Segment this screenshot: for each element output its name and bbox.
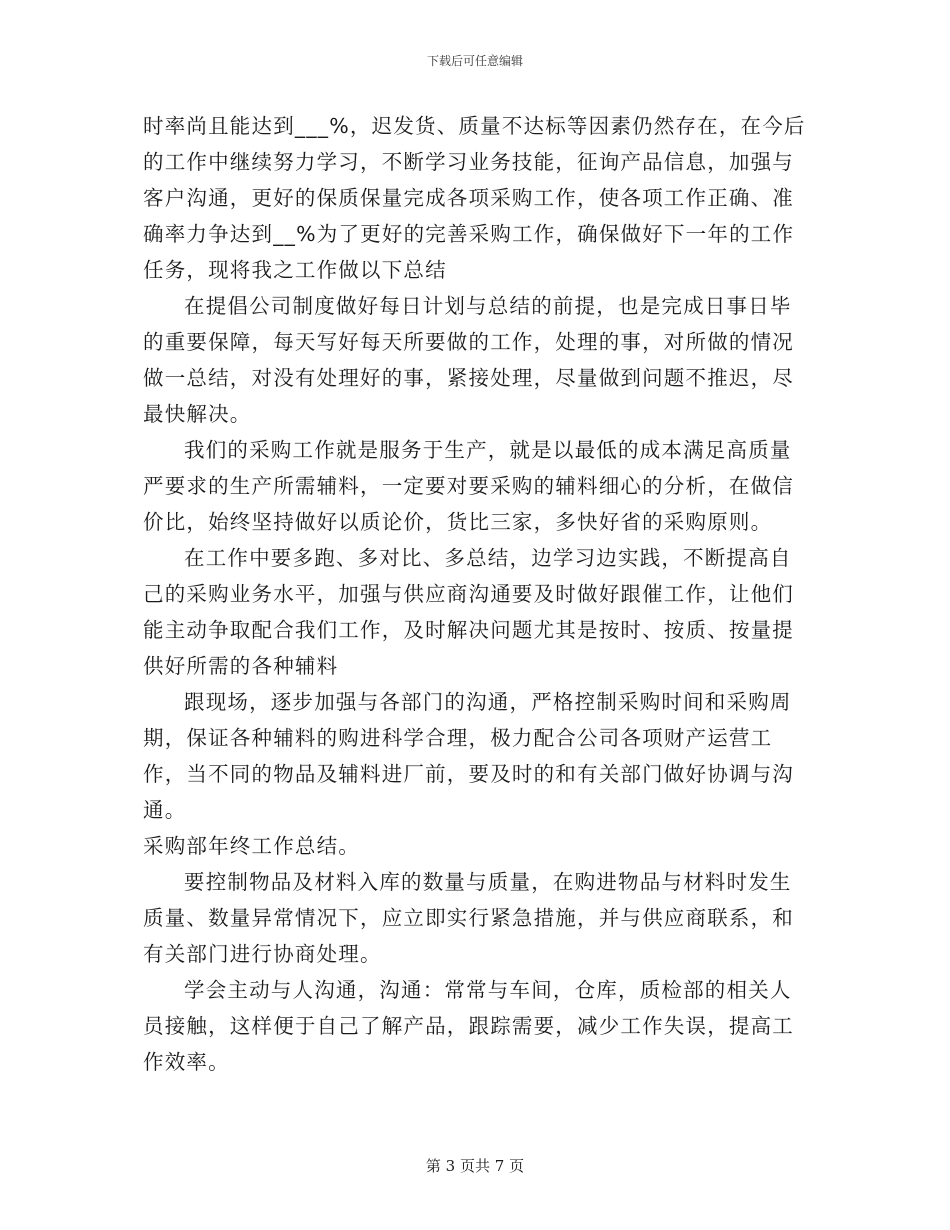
paragraph-title-line: 采购部年终工作总结。 bbox=[143, 834, 360, 858]
paragraph: 学会主动与人沟通，沟通：常常与车间，仓库，质检部的相关人员接触，这样便于自己了解产品，跟踪需要，减少工作失误，提高工作效率。 bbox=[143, 978, 794, 1074]
paragraph: 要控制物品及材料入库的数量与质量，在购进物品与材料时发生质量、数量异常情况下，应立即实行紧急措施，并与供应商联系，和有关部门进行协商处理。 bbox=[143, 870, 794, 966]
paragraph-continuation: 时率尚且能达到___%，迟发货、质量不达标等因素仍然存在，在今后的工作中继续努力学习，不断学习业务技能，征询产品信息，加强与客户沟通，更好的保质保量完成各项采购工作，使各项工作正确、准确率力争达到__%为了更好的完善采购工作，确保做好下一年的工作任务，现将我之工作做以下总结 bbox=[143, 114, 806, 282]
page-number: 第 3 页共 7 页 bbox=[425, 1157, 525, 1175]
paragraph: 跟现场，逐步加强与各部门的沟通，严格控制采购时间和采购周期，保证各种辅料的购进科学合理，极力配合公司各项财产运营工作，当不同的物品及辅料进厂前，要及时的和有关部门做好协调与沟通。 bbox=[143, 690, 794, 822]
paragraph: 在工作中要多跑、多对比、多总结，边学习边实践，不断提高自己的采购业务水平，加强与供应商沟通要及时做好跟催工作，让他们能主动争取配合我们工作，及时解决问题尤其是按时、按质、按量提供好所需的各种辅料 bbox=[143, 546, 794, 678]
paragraph: 我们的采购工作就是服务于生产，就是以最低的成本满足高质量严要求的生产所需辅料，一定要对要采购的辅料细心的分析，在做信价比，始终坚持做好以质论价，货比三家，多快好省的采购原则。 bbox=[143, 438, 794, 534]
page-header: 下载后可任意编辑 bbox=[426, 54, 523, 68]
paragraph: 在提倡公司制度做好每日计划与总结的前提，也是完成日事日毕的重要保障，每天写好每天所要做的工作，处理的事，对所做的情况做一总结，对没有处理好的事，紧接处理，尽量做到问题不推迟，尽最快解决。 bbox=[143, 294, 794, 426]
document-body bbox=[143, 108, 807, 1080]
